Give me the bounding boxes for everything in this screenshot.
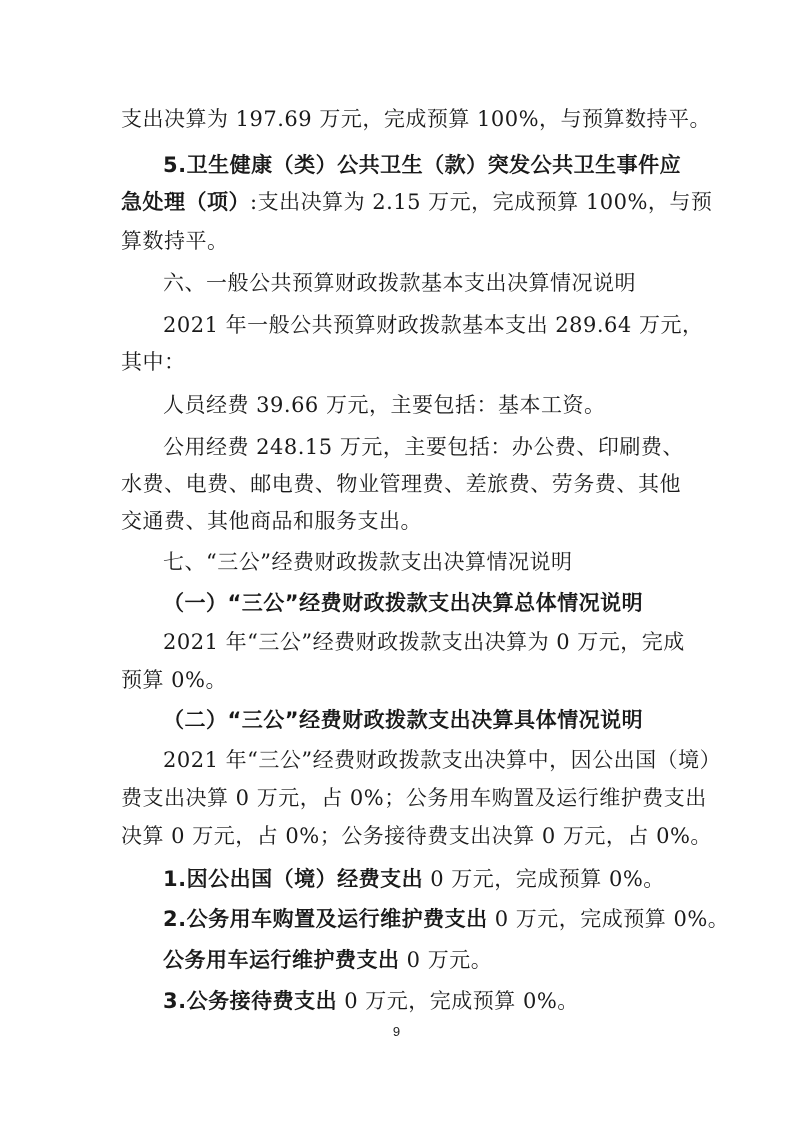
item-2-sub-text: 0 万元。 xyxy=(399,948,493,972)
paragraph-line xyxy=(121,187,713,217)
paragraph-line: 2021 年“三公”经费财政拨款支出决算为 0 万元，完成 xyxy=(163,630,685,654)
paragraph-line: 2021 年“三公”经费财政拨款支出决算中，因公出国（境） xyxy=(163,748,722,772)
paragraph-line: 算数持平。 xyxy=(121,229,229,253)
section-heading-5-continued: 急处理（项） xyxy=(121,190,250,214)
paragraph-line: 决算 0 万元，占 0%；公务接待费支出决算 0 万元，占 0%。 xyxy=(121,824,712,848)
item-2-heading: 2.公务用车购置及运行维护费支出 xyxy=(163,907,488,931)
item-2-sub-heading: 公务用车运行维护费支出 xyxy=(163,948,400,972)
paragraph-line: 交通费、其他商品和服务支出。 xyxy=(121,509,422,533)
item-1-heading: 1.因公出国（境）经费支出 xyxy=(163,867,424,891)
section-5-text: :支出决算为 2.15 万元，完成预算 100%，与预 xyxy=(250,190,713,214)
subheading-one: （一）“三公”经费财政拨款支出决算总体情况说明 xyxy=(163,591,644,615)
paragraph-line: 2021 年一般公共预算财政拨款基本支出 289.64 万元， xyxy=(163,313,704,337)
section-heading-5: 5.卫生健康（类）公共卫生（款）突发公共卫生事件应 xyxy=(163,153,682,177)
paragraph-line: 人员经费 39.66 万元，主要包括：基本工资。 xyxy=(163,393,606,417)
subheading-two: （二）“三公”经费财政拨款支出决算具体情况说明 xyxy=(163,708,644,732)
item-3-text: 0 万元，完成预算 0%。 xyxy=(337,989,579,1013)
item-1-text: 0 万元，完成预算 0%。 xyxy=(423,867,665,891)
paragraph-line xyxy=(163,986,723,1016)
paragraph-line xyxy=(163,904,730,934)
paragraph-line: 预算 0%。 xyxy=(121,668,227,692)
page-number: 9 xyxy=(392,1024,401,1039)
heading-seven: 七、“三公”经费财政拨款支出决算情况说明 xyxy=(163,550,573,574)
paragraph-line: 其中： xyxy=(121,350,186,374)
paragraph-line: 费支出决算 0 万元，占 0%；公务用车购置及运行维护费支出 xyxy=(121,786,707,810)
paragraph-line: 支出决算为 197.69 万元，完成预算 100%，与预算数持平。 xyxy=(121,107,712,131)
paragraph-line xyxy=(163,945,723,975)
paragraph-line: 水费、电费、邮电费、物业管理费、差旅费、劳务费、其他 xyxy=(121,472,681,496)
item-3-heading: 3.公务接待费支出 xyxy=(163,989,338,1013)
paragraph-line xyxy=(163,864,723,894)
heading-six: 六、一般公共预算财政拨款基本支出决算情况说明 xyxy=(163,271,636,295)
paragraph-line: 公用经费 248.15 万元，主要包括：办公费、印刷费、 xyxy=(163,435,684,459)
item-2-text: 0 万元，完成预算 0%。 xyxy=(487,907,730,931)
